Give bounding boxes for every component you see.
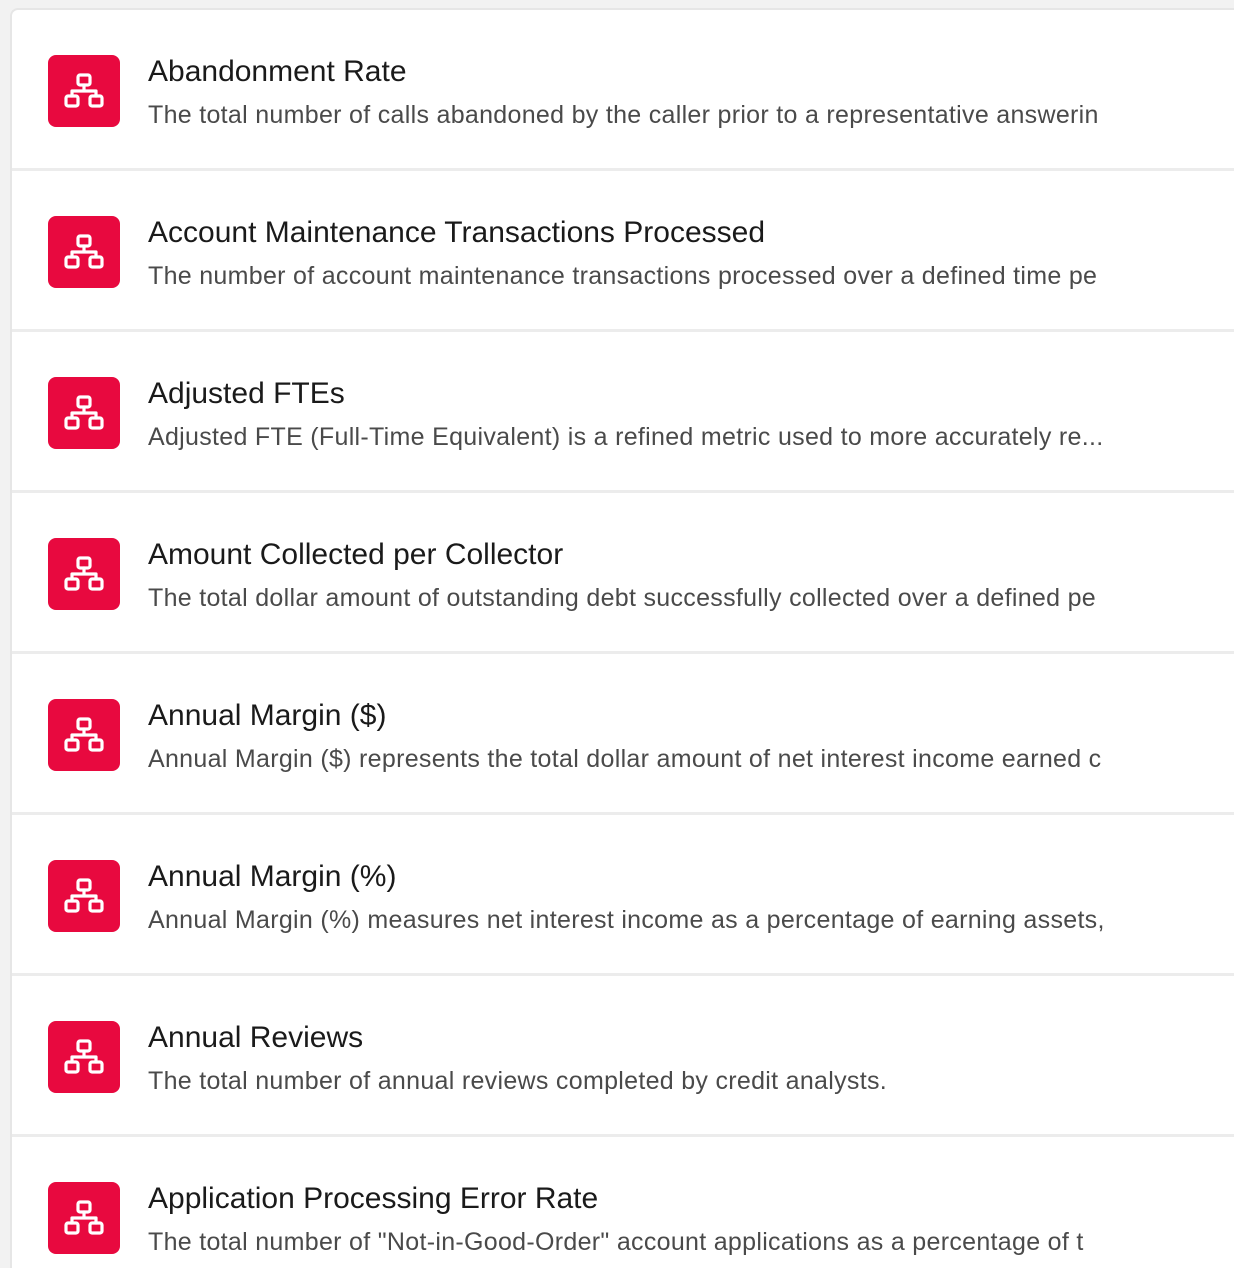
metric-title: Abandonment Rate: [148, 55, 407, 88]
metric-description: The total number of "Not-in-Good-Order" account applications as a percentage of t: [148, 1228, 1084, 1256]
metric-title: Annual Margin ($): [148, 699, 387, 732]
metric-title: Application Processing Error Rate: [148, 1182, 599, 1215]
metric-description: The total number of annual reviews completed by credit analysts.: [148, 1067, 888, 1095]
metric-description: Annual Margin ($) represents the total dollar amount of net interest income earned c: [148, 745, 1102, 773]
list-item[interactable]: [12, 332, 1234, 493]
hierarchy-icon: [48, 1021, 120, 1093]
hierarchy-icon: [48, 1182, 120, 1254]
metric-description: The total dollar amount of outstanding debt successfully collected over a defined pe: [148, 584, 1096, 612]
metric-title: Adjusted FTEs: [148, 377, 345, 410]
list-item[interactable]: [12, 171, 1234, 332]
metrics-list-panel: [10, 8, 1234, 1268]
list-item[interactable]: [12, 493, 1234, 654]
metric-title: Account Maintenance Transactions Processed: [148, 216, 766, 249]
hierarchy-icon: [48, 377, 120, 449]
list-item[interactable]: [12, 654, 1234, 815]
metric-title: Annual Reviews: [148, 1021, 364, 1054]
metric-title: Annual Margin (%): [148, 860, 397, 893]
hierarchy-icon: [48, 216, 120, 288]
hierarchy-icon: [48, 538, 120, 610]
metrics-list: [12, 10, 1234, 1268]
metric-description: The total number of calls abandoned by the caller prior to a representative answerin: [148, 101, 1099, 129]
hierarchy-icon: [48, 860, 120, 932]
hierarchy-icon: [48, 699, 120, 771]
list-item[interactable]: [12, 1137, 1234, 1268]
metric-description: The number of account maintenance transactions processed over a defined time pe: [148, 262, 1098, 290]
metric-description: Annual Margin (%) measures net interest income as a percentage of earning assets,: [148, 906, 1105, 934]
metric-description: Adjusted FTE (Full-Time Equivalent) is a refined metric used to more accurately re...: [148, 423, 1104, 451]
list-item[interactable]: [12, 976, 1234, 1137]
list-item[interactable]: [12, 815, 1234, 976]
hierarchy-icon: [48, 55, 120, 127]
metric-title: Amount Collected per Collector: [148, 538, 564, 571]
list-item[interactable]: [12, 10, 1234, 171]
